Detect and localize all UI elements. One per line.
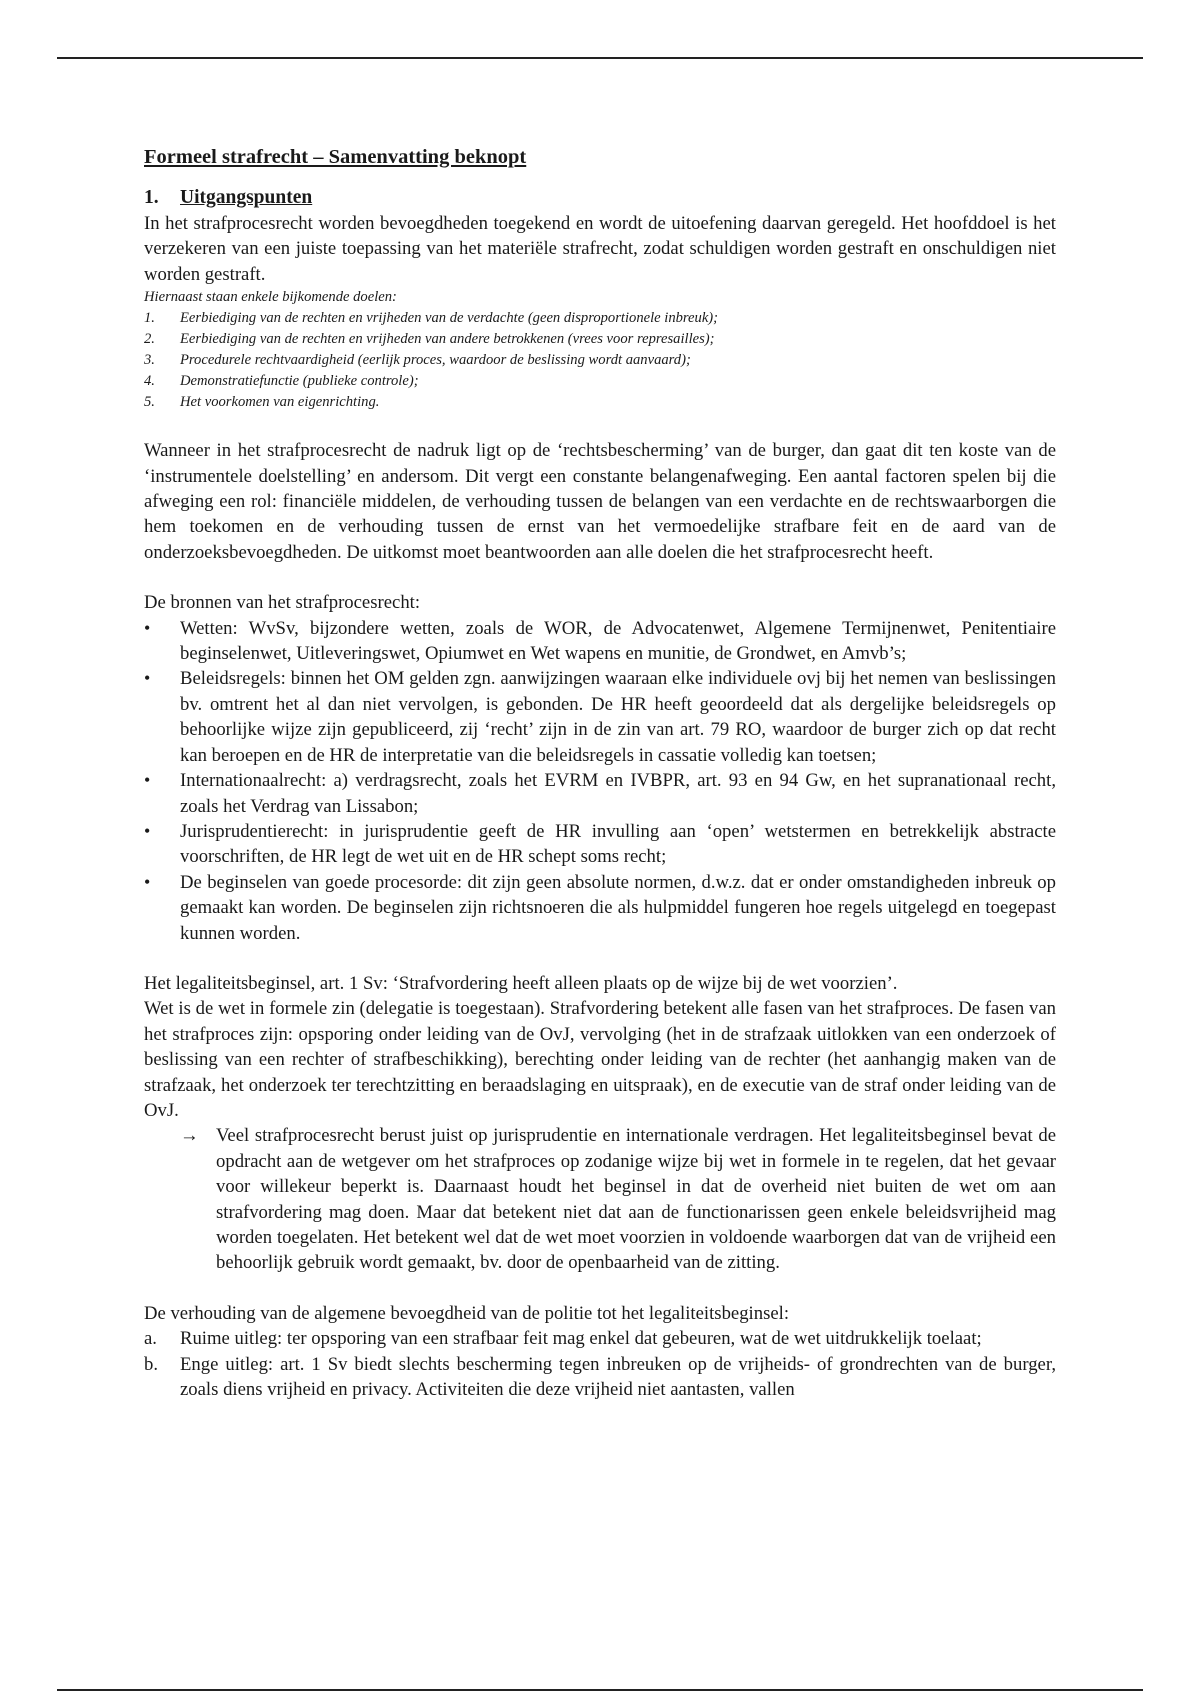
list-item	[144, 870, 1056, 946]
list-text: Eerbiediging van de rechten en vrijheden van andere betrokkenen (vrees voor represailles);	[180, 331, 715, 348]
list-item	[144, 768, 1056, 819]
section-number: 1.	[144, 187, 159, 208]
list-item	[144, 329, 1056, 350]
header-rule	[57, 57, 1143, 59]
list-text: Internationaalrecht: a) verdragsrecht, zoals het EVRM en IVBPR, art. 93 en 94 Gw, en het supranationaal recht, zoals het Verdrag van Lissabon;	[180, 770, 1056, 817]
list-number: 2.	[144, 331, 155, 348]
list-item	[144, 392, 1056, 413]
bullet-icon: •	[144, 820, 151, 841]
list-text: Enge uitleg: art. 1 Sv biedt slechts bescherming tegen inbreuken op de vrijheids- of grondrechten van de burger, zoals diens vrijheid en privacy. Activiteiten die deze vrijheid niet aantasten, vallen	[180, 1353, 1056, 1401]
bullet-icon: •	[144, 770, 151, 791]
arrow-right-icon: →	[180, 1125, 199, 1147]
list-number: 1.	[144, 310, 155, 327]
list-text: Procedurele rechtvaardigheid (eerlijk proces, waardoor de beslissing wordt aanvaard);	[180, 352, 691, 369]
police-list	[144, 1326, 1056, 1402]
intro-paragraph: In het strafprocesrecht worden bevoegdheden toegekend en wordt de uitoefening daarvan geregeld. Het hoofddoel is het verzekeren van een juiste toepassing van het materiële strafrecht, zodat schuldigen worden gestraft en onschuldigen niet worden gestraft.	[144, 213, 1056, 285]
bullet-icon: •	[144, 668, 151, 689]
list-item	[144, 819, 1056, 870]
arrow-note	[180, 1123, 1056, 1275]
section-heading	[144, 185, 1056, 211]
bullet-icon: •	[144, 871, 151, 892]
list-text: Demonstratiefunctie (publieke controle);	[180, 373, 419, 390]
list-item	[144, 1326, 1056, 1351]
balance-paragraph: Wanneer in het strafprocesrecht de nadruk ligt op de ‘rechtsbescherming’ van de burger, dan gaat dit ten koste van de ‘instrumentele doelstelling’ en andersom. Dit vergt een constante belangenafweging. Een aantal factoren spelen bij die afweging een rol: financiële middelen, de verhouding tussen de belangen van een verdachte en de rechtswaarborgen die hem toekomen en de verhouding tussen de ernst van het vermoedelijke strafbare feit en de aard van de onderzoeksbevoegdheden. De uitkomst moet beantwoorden aan alle doelen die het strafprocesrecht heeft.	[144, 440, 1056, 563]
document-page	[144, 143, 1056, 1402]
goals-intro: Hiernaast staan enkele bijkomende doelen:	[144, 289, 397, 306]
list-item	[144, 350, 1056, 371]
list-number: 4.	[144, 373, 155, 390]
document-title: Formeel strafrecht – Samenvatting beknopt	[144, 146, 527, 168]
list-number: 5.	[144, 394, 155, 411]
sources-list	[144, 616, 1056, 946]
bullet-icon: •	[144, 617, 151, 638]
list-item	[144, 666, 1056, 768]
legality-quote: Het legaliteitsbeginsel, art. 1 Sv: ‘Strafvordering heeft alleen plaats op de wijze bij de wet voorzien’.	[144, 972, 898, 994]
sources-intro: De bronnen van het strafprocesrecht:	[144, 592, 421, 614]
list-item	[144, 1352, 1056, 1403]
list-item	[144, 616, 1056, 667]
police-intro: De verhouding van de algemene bevoegdheid van de politie tot het legaliteitsbeginsel:	[144, 1302, 790, 1324]
legality-paragraph: Wet is de wet in formele zin (delegatie is toegestaan). Strafvordering betekent alle fasen van het strafproces. De fasen van het strafproces zijn: opsporing onder leiding van de OvJ, vervolging (het in de strafzaak uitlokken van een onderzoek of beslissing van een rechter of strafbeschikking), berechting onder leiding van de rechter (het aanhangig maken van de strafzaak, het onderzoek ter terechtzitting en beraadslaging en uitspraak), en de executie van de straf onder leiding van de OvJ.	[144, 998, 1056, 1121]
list-item	[144, 371, 1056, 392]
list-text: Ruime uitleg: ter opsporing van een strafbaar feit mag enkel dat gebeuren, wat de wet uitdrukkelijk toelaat;	[180, 1328, 982, 1350]
section-title: Uitgangspunten	[180, 187, 313, 208]
footer-rule	[57, 1689, 1143, 1691]
list-text: Eerbiediging van de rechten en vrijheden van de verdachte (geen disproportionele inbreuk);	[180, 310, 719, 327]
list-text: Jurisprudentierecht: in jurisprudentie geeft de HR invulling aan ‘open’ wetstermen en betrekkelijk abstracte voorschriften, de HR legt de wet uit en de HR schept soms recht;	[180, 820, 1056, 868]
arrow-note-text: Veel strafprocesrecht berust juist op jurisprudentie en internationale verdragen. Het legaliteitsbeginsel bevat de opdracht aan de wetgever om het strafproces op zodanige wijze bij wet in formele in te regelen, dat het gevaar voor willekeur beperkt is. Daarnaast houdt het beginsel in dat de overheid niet buiten de wet om aan strafvordering mag doen. Maar dat betekent niet dat aan de functionarissen geen enkele beleidsvrijheid mag worden toegelaten. Het betekent wel dat de wet moet voorzien in voldoende waarborgen dat van de vrijheid een behoorlijk gebruik wordt gemaakt, bv. door de openbaarheid van de zitting.	[216, 1125, 1056, 1274]
list-item	[144, 308, 1056, 329]
list-text: Het voorkomen van eigenrichting.	[180, 394, 380, 411]
list-letter: a.	[144, 1328, 157, 1350]
list-text: Beleidsregels: binnen het OM gelden zgn. aanwijzingen waaraan elke individuele ovj bij het nemen van beslissingen bv. omtrent het al dan niet vervolgen, is gebonden. De HR heeft geoordeeld dat als dergelijke beleidsregels op behoorlijke wijze zijn gepubliceerd, zij ‘recht’ zijn in de zin van art. 79 RO, waardoor de burger zich op dat recht kan beroepen en de HR de interpretatie van die beleidsregels in cassatie volledig kan toetsen;	[180, 668, 1056, 766]
goals-list	[144, 308, 1056, 413]
list-text: De beginselen van goede procesorde: dit zijn geen absolute normen, d.w.z. dat er onder omstandigheden inbreuk op gemaakt kan worden. De beginselen zijn richtsnoeren die als hulpmiddel fungeren hoe regels uitgelegd en toegepast kunnen worden.	[180, 871, 1056, 944]
list-letter: b.	[144, 1353, 159, 1375]
list-text: Wetten: WvSv, bijzondere wetten, zoals de WOR, de Advocatenwet, Algemene Termijnenwet, Penitentiaire beginselenwet, Uitleveringswet, Opiumwet en Wet wapens en munitie, de Grondwet, en Amvb’s;	[180, 617, 1056, 665]
list-number: 3.	[144, 352, 155, 369]
